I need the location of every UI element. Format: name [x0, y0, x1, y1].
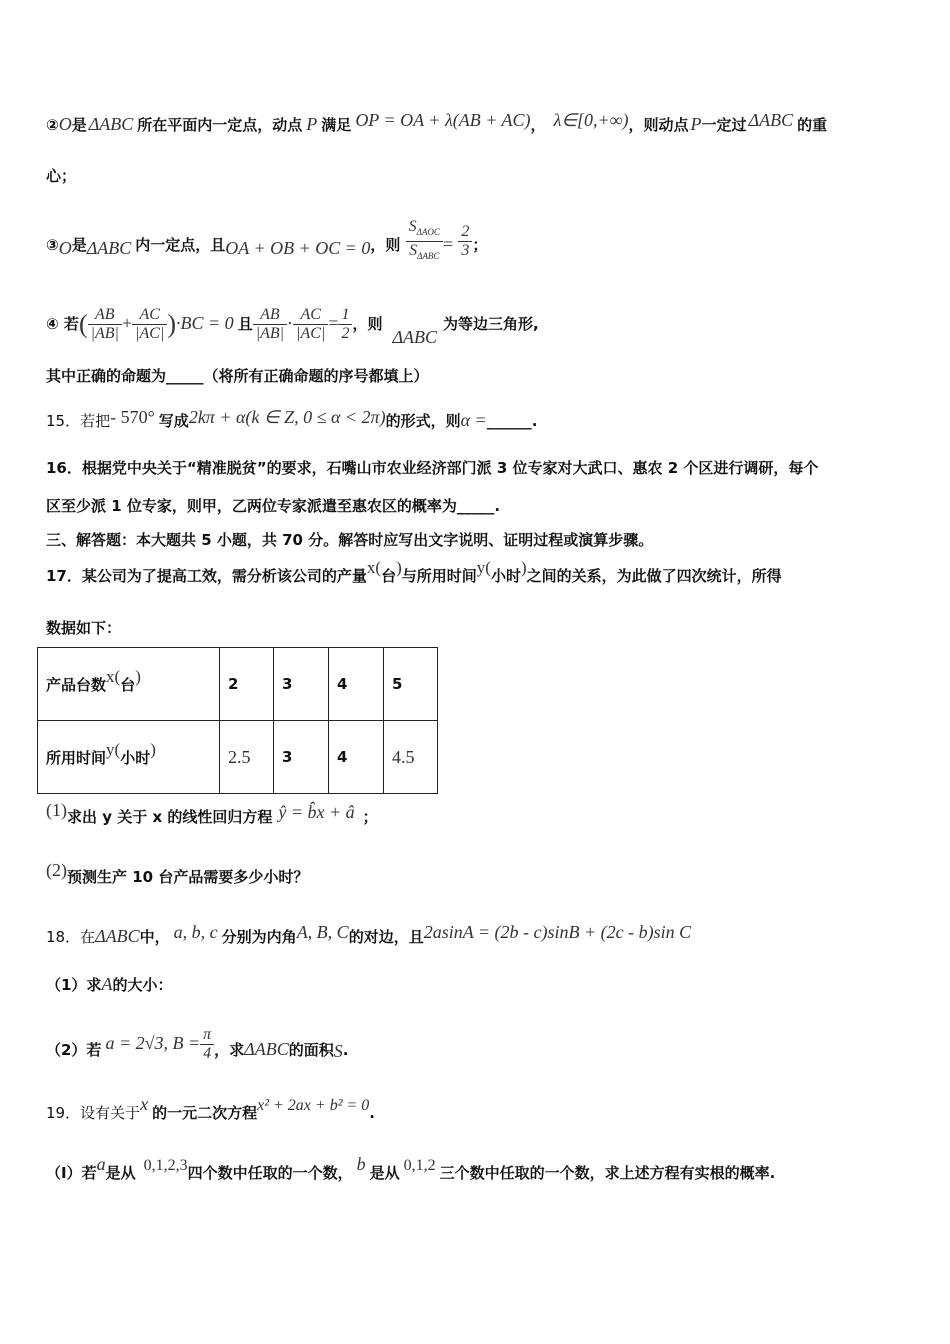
- question-17-part-1: (1)求出 y 关于 x 的线性回归方程 ŷ = b̂x + â ；: [46, 800, 378, 826]
- area-ratio-fraction: $\frac{S_{\Delta AOC}}{S_{\Delta ABC}}$: [406, 218, 443, 265]
- question-19-part-1: （Ⅰ）若a是从 0,1,2,3四个数中任取的一个数， b 是从 0,1,2 三个数中任取的一个数，求上述方程有实根的概率.: [46, 1154, 776, 1182]
- question-16-line-1: 16．根据党中央关于“精准脱贫”的要求，石嘴山市农业经济部门派 3 位专家对大武口、惠农 2 个区进行调研，每个: [46, 459, 819, 477]
- table-header-cell: 产品台数x(台): [38, 648, 220, 721]
- table-header-cell: 所用时间y(小时): [38, 721, 220, 794]
- question-18-part-1: （1）求A的大小：: [46, 974, 173, 994]
- table-cell: 2: [220, 648, 274, 721]
- table-cell: 4: [329, 648, 384, 721]
- vector-equation: OP = OA + λ(AB + AC): [355, 110, 531, 130]
- answer-blank: ______.: [486, 412, 538, 430]
- section-heading: 三、解答题：本大题共 5 小题，共 70 分。解答时应写出文字说明、证明过程或演算步骤。: [46, 531, 654, 549]
- question-19: 19．设有关于x 的一元二次方程x² + 2ax + b² = 0.: [46, 1094, 375, 1122]
- table-row: [38, 721, 438, 794]
- question-15: 15．若把- 570° 写成2kπ + α(k ∈ Z, 0 ≤ α < 2π)的形式，则α =______.: [46, 407, 538, 430]
- table-row: [38, 648, 438, 721]
- question-16-line-2: 区至少派 1 位专家，则甲，乙两位专家派遣至惠农区的概率为_____.: [46, 497, 501, 515]
- question-18-part-2: （2）若 a = 2√3, B = $\frac{\pi}{4}$ ，求ΔABC的面积S.: [46, 1026, 349, 1062]
- table-cell: 4: [329, 721, 384, 794]
- table-cell: 4.5: [384, 721, 438, 794]
- item-2-line: ②O是 ΔABC 所在平面内一定点，动点 P 满足 OP = OA + λ(AB + AC)， λ∈[0,+∞)，则动点 P一定过 ΔABC 的重: [46, 110, 828, 134]
- table-cell: 3: [274, 648, 329, 721]
- table-cell: 2.5: [220, 721, 274, 794]
- question-17-part-2: (2)预测生产 10 台产品需要多少小时？: [46, 860, 309, 886]
- table-cell: 5: [384, 648, 438, 721]
- question-18: 18．在ΔABC中， a, b, c 分别为内角A, B, C的对边，且2asinA = (2b - c)sinB + (2c - b)sin C: [46, 922, 692, 946]
- item-3-line: ③O是ΔABC 内一定点，且OA + OB + OC = 0，则 $\frac{S_{\Delta AOC}}{S_{\Delta ABC}}$ = $\frac{2}{3}$ ；: [46, 222, 487, 269]
- item-4-line: ④ 若( $\frac{AB}{|AB|}$ + $\frac{AC}{|AC|}$ )·BC = 0 且 $\frac{AB}{|AB|}$ · $\frac{AC}{|AC|}$ = $\frac{1}{2}$ ，则ΔABC为等边三角形,: [46, 306, 539, 347]
- item-2-continuation: 心；: [46, 167, 77, 185]
- data-table: [37, 647, 438, 794]
- table-cell: 3: [274, 721, 329, 794]
- summary-line: 其中正确的命题为_____（将所有正确命题的序号都填上）: [46, 367, 429, 385]
- question-17-line-1: 17．某公司为了提高工效，需分析该公司的产量x(台)与所用时间y(小时)之间的关系，为此做了四次统计，所得: [46, 558, 782, 585]
- question-17-line-2: 数据如下：: [46, 619, 122, 637]
